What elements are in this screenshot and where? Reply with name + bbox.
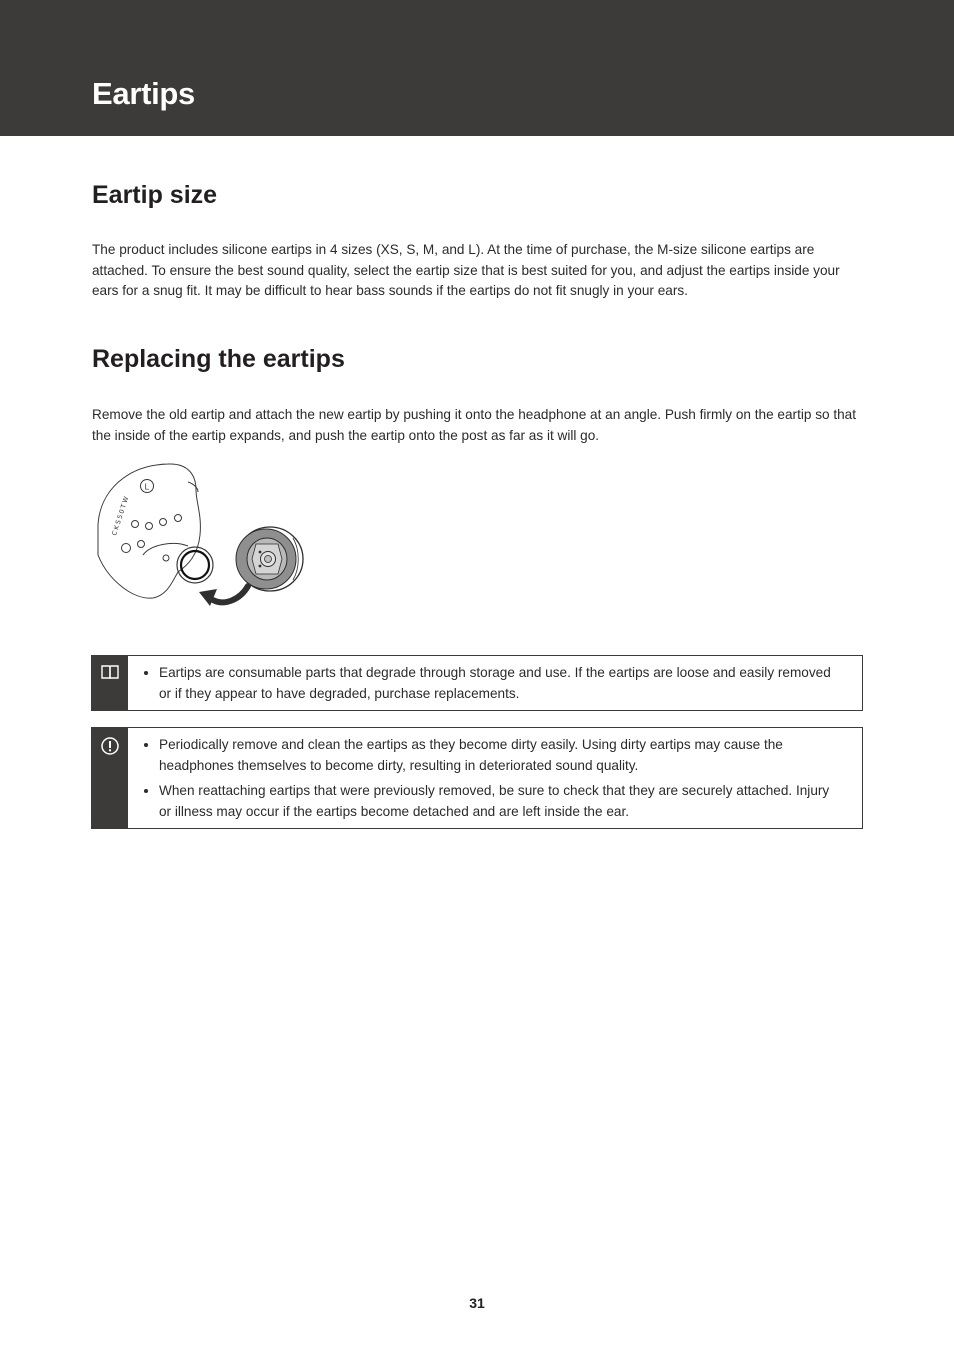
replacing-paragraph: Remove the old eartip and attach the new eartip by pushing it onto the headphone at an angle. Push firmly on the eartip so that the inside of the eartip expands, and push the eartip onto the post as far as it will go. xyxy=(92,407,857,443)
caution-icon-column xyxy=(92,728,128,828)
page-number: 31 xyxy=(469,1295,485,1311)
caution-list xyxy=(142,735,842,822)
header-band xyxy=(0,0,954,136)
note-content xyxy=(128,656,862,710)
insertion-arrow xyxy=(199,586,248,606)
section-heading-eartip-size: Eartip size xyxy=(92,181,218,209)
caution-item: When reattaching eartips that were previously removed, be sure to check that they are securely attached. Injury or illness may occur if the eartips become detached and are left inside the ear. xyxy=(142,781,842,822)
note-item: Eartips are consumable parts that degrade through storage and use. If the eartips are loose and easily removed or if they appear to have degraded, purchase replacements. xyxy=(142,663,842,704)
caution-content xyxy=(128,728,862,828)
caution-box xyxy=(91,727,863,829)
note-box xyxy=(91,655,863,711)
book-icon xyxy=(100,664,120,680)
note-icon-column xyxy=(92,656,128,710)
section-heading-replacing: Replacing the eartips xyxy=(92,345,345,373)
caution-item: Periodically remove and clean the eartips as they become dirty easily. Using dirty eartips may cause the headphones themselves to become dirty, resulting in deteriorated sound quality. xyxy=(142,735,842,776)
side-mark-label: L xyxy=(144,482,149,492)
model-label: CKS50TW xyxy=(110,494,131,537)
eartip-drawing xyxy=(236,527,303,591)
warning-icon xyxy=(100,736,120,756)
note-list xyxy=(142,663,842,704)
eartip-replacement-illustration xyxy=(88,460,310,610)
earbud-drawing xyxy=(88,460,310,610)
page-title: Eartips xyxy=(92,76,195,111)
eartip-size-paragraph: The product includes silicone eartips in 4 sizes (XS, S, M, and L). At the time of purchase, the M-size silicone eartips are attached. To ensure the best sound quality, select the eartip size that is best suited for you, and adjust the eartips inside your ears for a snug fit. It may be difficult to hear bass sounds if the eartips do not fit snugly in your ears. xyxy=(92,242,840,299)
